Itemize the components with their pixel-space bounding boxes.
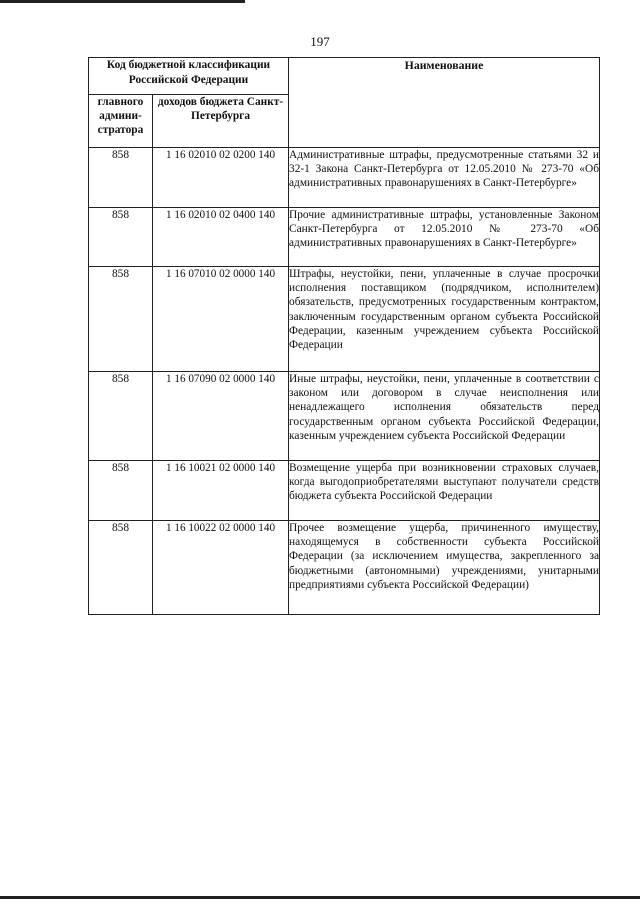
name-cell: Административные штрафы, предусмотренные статьями 32 и 32-1 Закона Санкт-Петербурга от 12.05.2010 № 273-70 «Об административных правонарушениях в Санкт-Петербурге» (289, 148, 600, 208)
income-code-cell: 1 16 02010 02 0400 140 (153, 208, 289, 267)
table-row (89, 148, 600, 208)
header-name: Наименование (289, 58, 600, 148)
name-cell: Иные штрафы, неустойки, пени, уплаченные в соответствии с законом или договором в случае неисполнения или ненадлежащего исполнения обязательств перед государственным органом субъекта Российской Федерации, казенным учреждением субъекта Российской Федерации (289, 372, 600, 461)
income-code-cell: 1 16 02010 02 0200 140 (153, 148, 289, 208)
admin-code-cell: 858 (89, 208, 153, 267)
admin-code-cell: 858 (89, 148, 153, 208)
header-budget-income: доходов бюджета Санкт-Петербурга (153, 95, 289, 148)
income-code-cell: 1 16 10021 02 0000 140 (153, 461, 289, 521)
admin-code-cell: 858 (89, 372, 153, 461)
budget-classification-table (88, 57, 600, 615)
name-cell: Штрафы, неустойки, пени, уплаченные в случае просрочки исполнения поставщиком (подрядчиком, исполнителем) обязательств, предусмотренных государственным контрактом, заключенным государственным органом субъекта Российской Федерации, казенным учреждением субъекта Российской Федерации (289, 267, 600, 372)
bottom-rule (0, 896, 640, 899)
table-row (89, 372, 600, 461)
admin-code-cell: 858 (89, 461, 153, 521)
header-classification-code: Код бюджетной классификации Российской Федерации (89, 58, 289, 95)
header-main-administrator: главного админи-стратора (89, 95, 153, 148)
table-row (89, 521, 600, 615)
name-cell: Возмещение ущерба при возникновении страховых случаев, когда выгодоприобретателями выступают получатели средств бюджета субъекта Российской Федерации (289, 461, 600, 521)
header-row (89, 58, 600, 95)
admin-code-cell: 858 (89, 267, 153, 372)
page-number: 197 (310, 34, 330, 49)
admin-code-cell: 858 (89, 521, 153, 615)
income-code-cell: 1 16 07090 02 0000 140 (153, 372, 289, 461)
table-row (89, 267, 600, 372)
table-row (89, 208, 600, 267)
table-row (89, 461, 600, 521)
name-cell: Прочие административные штрафы, установленные Законом Санкт-Петербурга от 12.05.2010 № 273-70 «Об административных правонарушениях в Санкт-Петербурге» (289, 208, 600, 267)
name-cell: Прочее возмещение ущерба, причиненного имуществу, находящемуся в собственности субъекта Российской Федерации (за исключением имущества, закрепленного за бюджетными (автономными) учреждениями, унитарными предприятиями субъекта Российской Федерации) (289, 521, 600, 615)
income-code-cell: 1 16 10022 02 0000 140 (153, 521, 289, 615)
income-code-cell: 1 16 07010 02 0000 140 (153, 267, 289, 372)
top-rule (0, 0, 245, 3)
